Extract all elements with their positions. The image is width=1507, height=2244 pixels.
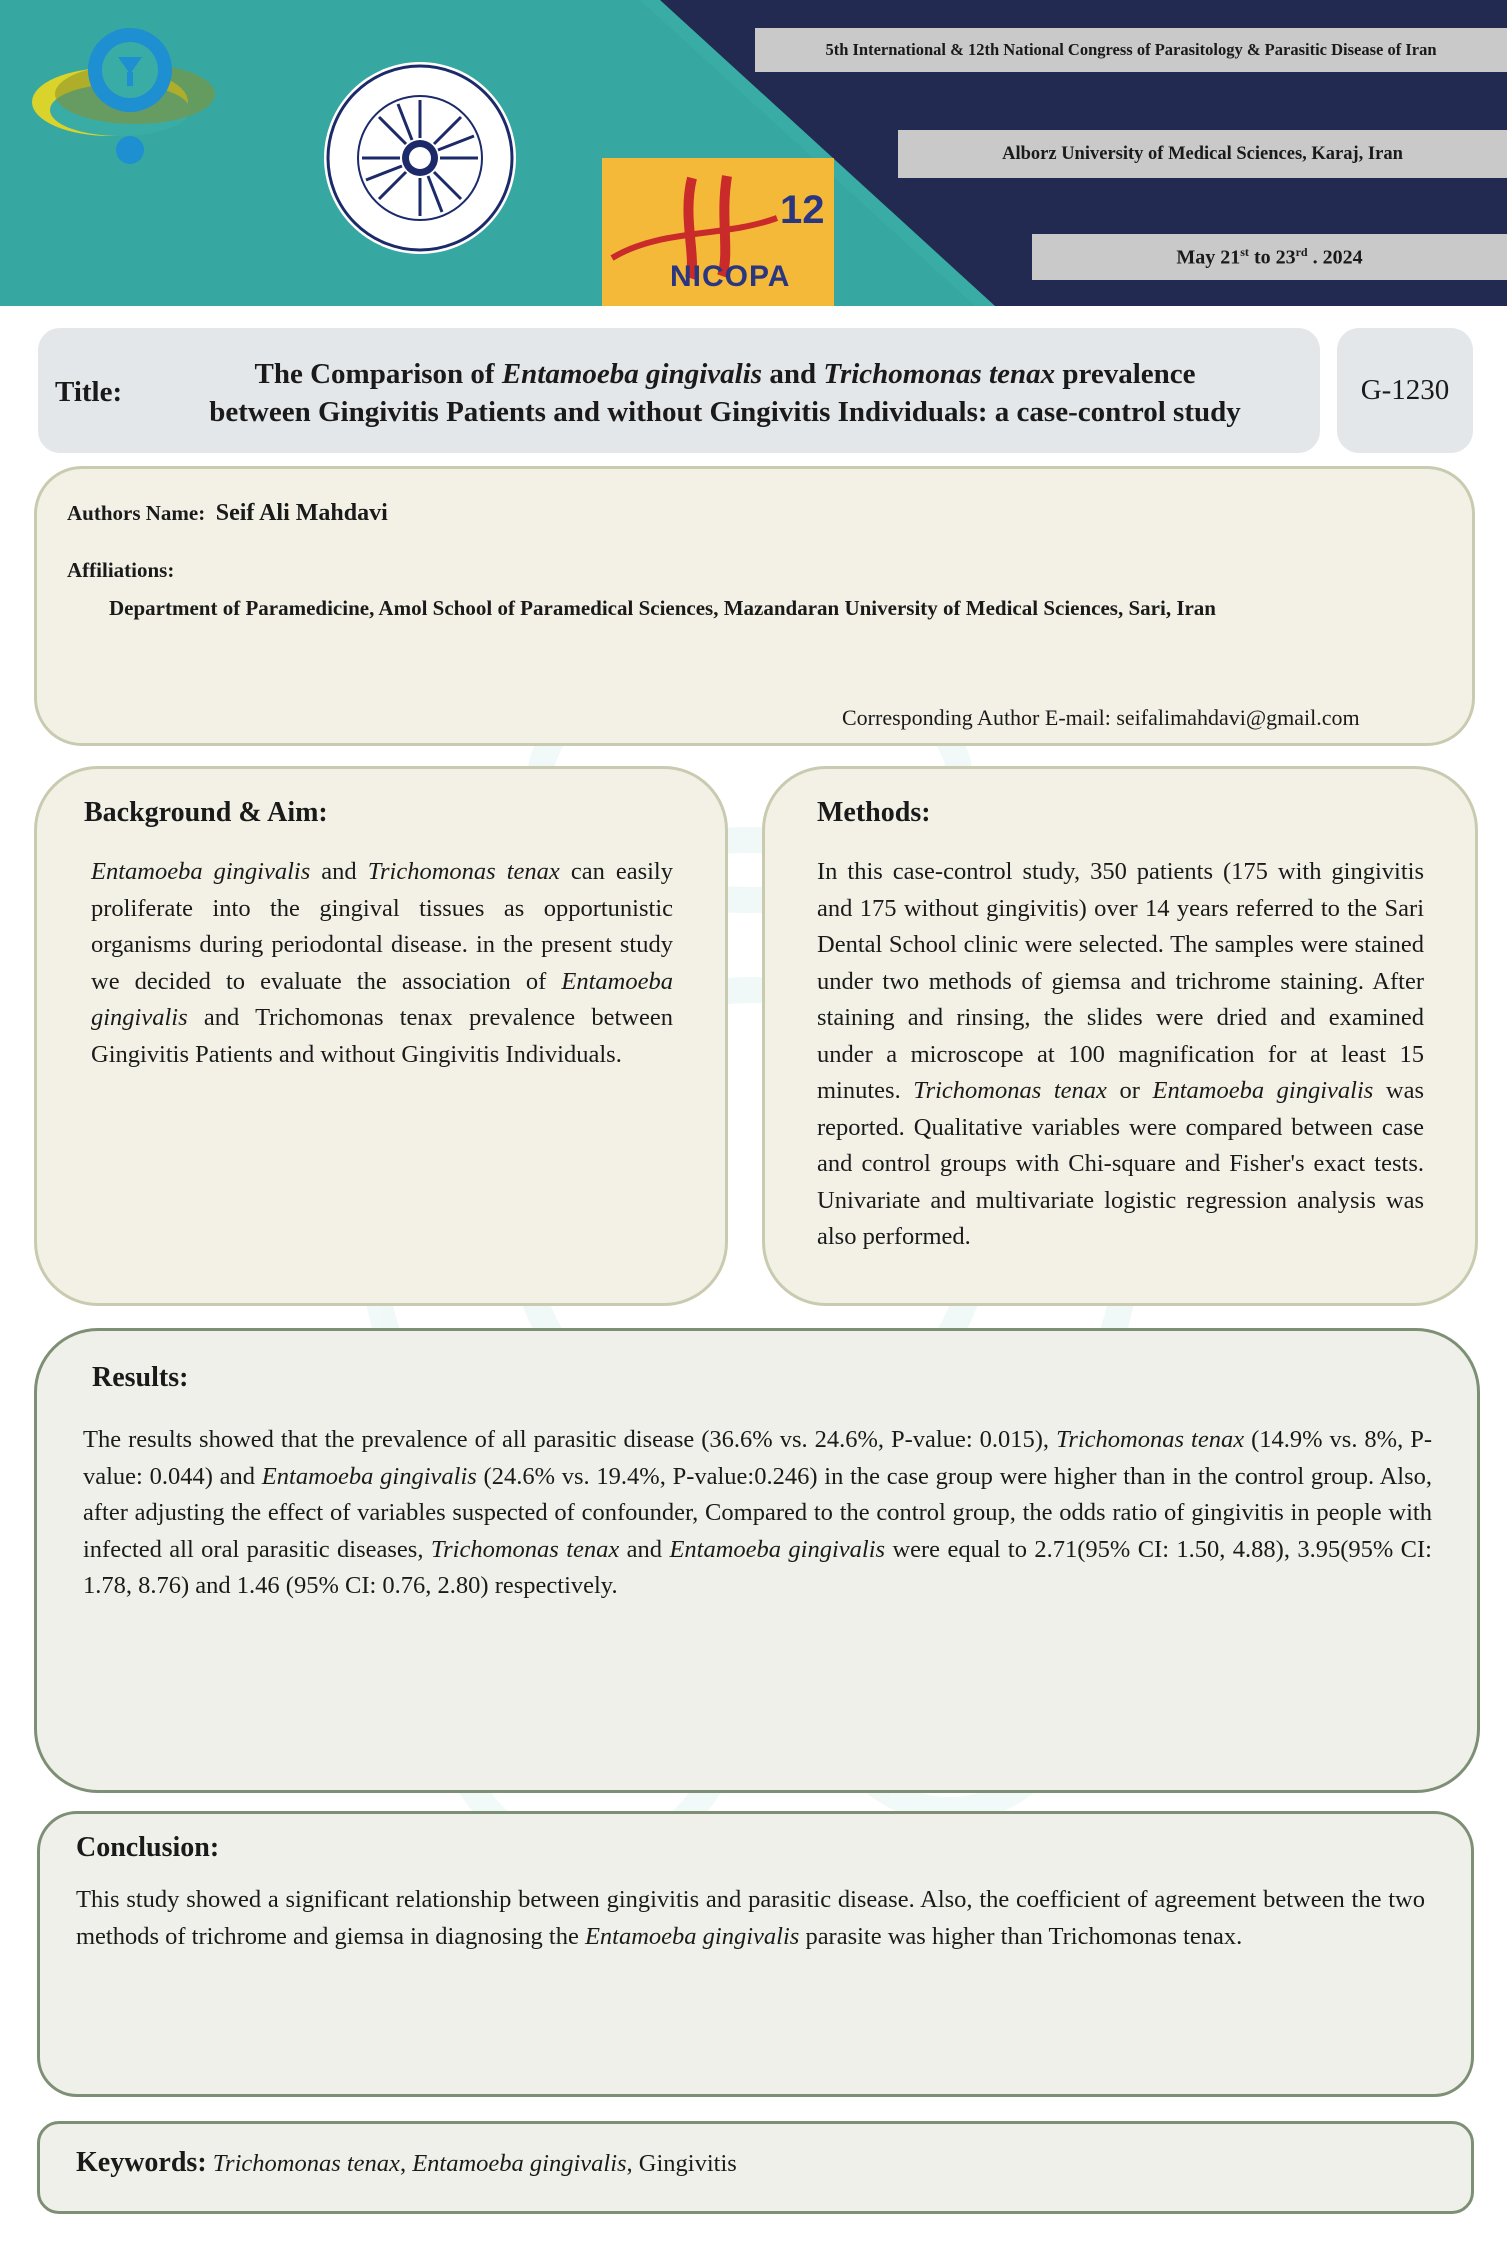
conclusion-text: This study showed a significant relationship between gingivitis and parasitic disease. Also, the coefficient of agreement between the two methods of trichrome and giemsa in diagnosing the Entamoeba gingivalis parasite was higher than Trichomonas tenax. bbox=[76, 1886, 1425, 1950]
methods-text: In this case-control study, 350 patients (175 with gingivitis and 175 without gingivitis) over 14 years referred to the Sari Dental School clinic were selected. The samples were stained under two methods of giemsa and trichrome staining. After staining and rinsing, the slides were dried and examined under a microscope at 100 magnification for at least 15 minutes. Trichomonas tenax or Entamoeba gingivalis was reported. Qualitative variables were compared between case and control groups with Chi-square and Fisher's exact tests. Univariate and multivariate logistic regression analysis was also performed. bbox=[817, 858, 1424, 1250]
author-name: Seif Ali Mahdavi bbox=[215, 500, 388, 526]
poster-title bbox=[140, 355, 1310, 431]
society-of-parasitology-seal bbox=[322, 60, 518, 256]
nicopa-logo bbox=[602, 158, 834, 306]
abstract-code bbox=[1337, 328, 1473, 453]
results-heading: Results: bbox=[92, 1362, 189, 1393]
university-name: Alborz University of Medical Sciences, Karaj, Iran bbox=[1002, 143, 1403, 164]
abstract-code-text: G-1230 bbox=[1360, 374, 1450, 406]
keyword-2: Entamoeba gingivalis bbox=[412, 2150, 627, 2177]
affiliations-label: Affiliations: bbox=[67, 558, 175, 582]
background-heading: Background & Aim: bbox=[84, 797, 328, 828]
affiliation-text: Department of Paramedicine, Amol School of Paramedical Sciences, Mazandaran University of Medical Sciences, Sari, Iran bbox=[109, 596, 1216, 620]
keywords-label: Keywords: bbox=[76, 2147, 207, 2178]
keywords-line: Keywords: Trichomonas tenax, Entamoeba gingivalis, Gingivitis bbox=[76, 2147, 737, 2178]
authors-label: Authors Name: bbox=[67, 501, 206, 525]
background-text: Entamoeba gingivalis and Trichomonas tenax can easily proliferate into the gingival tissues as opportunistic organisms during periodontal disease. in the present study we decided to evaluate the association of Entamoeba gingivalis and Trichomonas tenax prevalence between Gingivitis Patients and without Gingivitis Individuals. bbox=[91, 858, 673, 1068]
nicopa-number: 12 bbox=[780, 188, 825, 232]
results-text: The results showed that the prevalence of all parasitic disease (36.6% vs. 24.6%, P-value: 0.015), Trichomonas tenax (14.9% vs. 8%, P-value: 0.044) and Entamoeba gingivalis (24.6% vs. 19.4%, P-value:0.246) in the case group were higher than in the control group. Also, after adjusting the effect of variables suspected of confounder, Compared to the control group, the odds ratio of gingivitis in people with infected all oral parasitic diseases, Trichomonas tenax and Entamoeba gingivalis were equal to 2.71(95% CI: 1.50, 4.88), 3.95(95% CI: 1.78, 8.76) and 1.46 (95% CI: 0.76, 2.80) respectively. bbox=[83, 1426, 1432, 1599]
congress-name: 5th International & 12th National Congress of Parasitology & Parasitic Disease of Iran bbox=[825, 40, 1437, 59]
poster-header bbox=[0, 0, 1507, 306]
congress-name-bar bbox=[755, 28, 1507, 72]
methods-heading: Methods: bbox=[817, 797, 931, 828]
title-label: Title: bbox=[55, 376, 123, 408]
corresponding-email: Corresponding Author E-mail: seifalimahdavi@gmail.com bbox=[842, 705, 1360, 730]
university-bar bbox=[898, 130, 1507, 178]
alborz-university-logo bbox=[25, 12, 235, 172]
date-bar bbox=[1032, 234, 1507, 280]
authors-line bbox=[67, 500, 388, 527]
keyword-3: Gingivitis bbox=[638, 2150, 737, 2177]
nicopa-wordmark: NICOPA bbox=[670, 260, 791, 293]
title-line-1: The Comparison of Entamoeba gingivalis and Trichomonas tenax prevalence bbox=[254, 358, 1196, 390]
conclusion-heading: Conclusion: bbox=[76, 1832, 220, 1863]
title-line-2: between Gingivitis Patients and without Gingivitis Individuals: a case-control study bbox=[209, 396, 1241, 428]
congress-date: May 21st to 23rd . 2024 bbox=[1176, 244, 1363, 269]
keyword-1: Trichomonas tenax bbox=[212, 2150, 400, 2177]
